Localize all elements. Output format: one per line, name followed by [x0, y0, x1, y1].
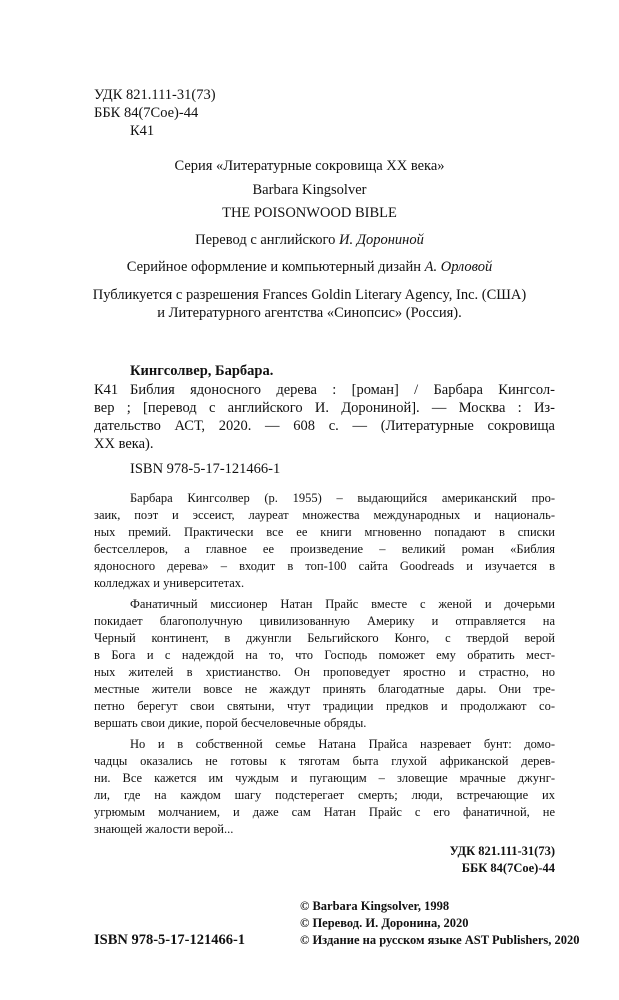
annotation-p3-line-2: чадцы оказались не готовы к тяготам быта глухой африканской дерев- [94, 754, 555, 768]
design-prefix: Серийное оформление и компьютерный дизайн [126, 259, 425, 275]
annotation-p1-line-5: ядоносного дерева» – входит в топ-100 сайта Goodreads и изучается в [94, 559, 555, 573]
permission-line-2: и Литературного агентства «Синопсис» (Россия). [157, 305, 462, 321]
footer-isbn: ISBN 978-5-17-121466-1 [94, 932, 246, 948]
annotation-p3-line-6: знающей жалости верой... [94, 822, 234, 836]
catalog-line-1: Библия ядоносного дерева : [роман] / Барбара Кингсол- [130, 382, 555, 398]
translation-prefix: Перевод с английского [195, 232, 339, 248]
series-title: Серия «Литературные сокровища XX века» [174, 158, 445, 174]
catalog-mark: К41 [94, 382, 119, 398]
original-author: Barbara Kingsolver [252, 182, 367, 198]
designer-name: А. Орловой [424, 259, 493, 275]
annotation-p1-line-6: колледжах и университетах. [94, 576, 245, 590]
annotation-p2-line-7: петно берегут свои святыни, чтут традиции предков и продолжают со- [94, 699, 555, 713]
catalog-isbn: ISBN 978-5-17-121466-1 [130, 461, 281, 477]
annotation-p2-line-3: Черный континент, в джунгли Бельгийского Конго, с твердой верой [94, 631, 555, 645]
annotation-p1-line-3: ных премий. Практически все ее книги мгновенно попадают в списки [94, 525, 555, 539]
annotation-p2-line-6: местные жители вовсе не жаждут принять благодатные дары. Они тре- [94, 682, 555, 696]
bbk-code: ББК 84(7Сое)-44 [94, 105, 199, 121]
annotation-p1-line-1: Барбара Кингсолвер (р. 1955) – выдающийся американский про- [130, 491, 555, 505]
annotation-p2-line-2: покидает благополучную цивилизованную Америку и отправляется на [94, 614, 555, 628]
annotation-p3-line-1: Но и в собственной семье Натана Прайса назревает бунт: домо- [130, 737, 555, 751]
annotation-p1-line-4: бестселлеров, а главное ее произведение – великий роман «Библия [94, 542, 555, 556]
design-credit [0, 258, 619, 276]
annotation-p3-line-5: угрюмым молчанием, и даже сам Натан Прайс с его фанатичной, не [94, 805, 555, 819]
copyright-line-2: © Перевод. И. Доронина, 2020 [300, 916, 469, 930]
translation-credit [0, 231, 619, 249]
catalog-line-2: вер ; [перевод с английского И. Дорониной]. — Москва : Из- [94, 400, 555, 416]
udk-code: УДК 821.111-31(73) [94, 87, 216, 103]
udk-code-repeat: УДК 821.111-31(73) [449, 844, 555, 858]
translator-name: И. Дорониной [339, 232, 424, 248]
catalog-heading: Кингсолвер, Барбара. [130, 363, 274, 379]
permission-line-1: Публикуется с разрешения Frances Goldin Literary Agency, Inc. (США) [92, 287, 527, 303]
copyright-line-1: © Barbara Kingsolver, 1998 [300, 899, 450, 913]
original-title: THE POISONWOOD BIBLE [222, 205, 397, 221]
copyright-line-3: © Издание на русском языке AST Publishers, 2020 [300, 933, 580, 947]
annotation-p1-line-2: заик, поэт и эссеист, лауреат множества международных и националь- [94, 508, 555, 522]
annotation-p2-line-1: Фанатичный миссионер Натан Прайс вместе с женой и дочерьми [130, 597, 555, 611]
annotation-p2-line-5: ных жителей в христианство. Он проповедует яростно и страстно, но [94, 665, 555, 679]
catalog-line-3: дательство АСТ, 2020. — 608 с. — (Литературные сокровища [94, 418, 555, 434]
annotation-p2-line-8: вершать свои дикие, порой бесчеловечные обряды. [94, 716, 367, 730]
annotation-p3-line-3: ни. Все кажется им чуждым и пугающим – зловещие мрачные джунг- [94, 771, 555, 785]
author-mark: К41 [130, 123, 155, 139]
bbk-code-repeat: ББК 84(7Сое)-44 [461, 861, 555, 875]
annotation-p3-line-4: ли, где на каждом шагу подстерегает смерть; люди, встречающие их [94, 788, 555, 802]
catalog-line-4: XX века). [94, 436, 154, 452]
annotation-p2-line-4: в Бога и с надеждой на то, что Господь поможет ему обратить мест- [94, 648, 555, 662]
